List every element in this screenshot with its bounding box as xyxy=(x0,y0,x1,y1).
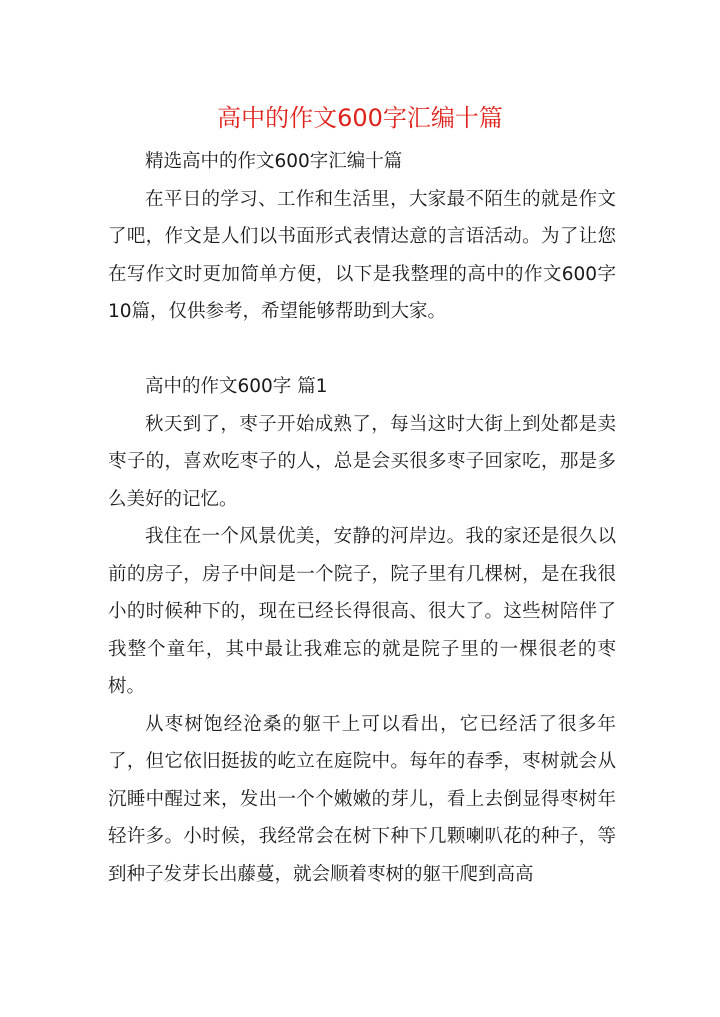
body-paragraph: 我住在一个风景优美，安静的河岸边。我的家还是很久以前的房子，房子中间是一个院子，院子里有几棵树，是在我很小的时候种下的，现在已经长得很高、很大了。这些树陪伴了我整个童年，其中最让我难忘的就是院子里的一棵很老的枣树。 xyxy=(108,526,616,697)
body-paragraph: 从枣树饱经沧桑的躯干上可以看出，它已经活了很多年了，但它依旧挺拔的屹立在庭院中。每年的春季，枣树就会从沉睡中醒过来，发出一个个嫩嫩的芽儿，看上去倒显得枣树年轻许多。小时候，我经常会在树下种下几颗喇叭花的种子，等到种子发芽长出藤蔓，就会顺着枣树的躯干爬到高高 xyxy=(108,713,616,885)
body-paragraph: 秋天到了，枣子开始成熟了，每当这时大街上到处都是卖枣子的，喜欢吃枣子的人，总是会买很多枣子回家吃，那是多么美好的记忆。 xyxy=(108,413,616,510)
section-heading: 高中的作文600字 篇1 xyxy=(145,376,328,397)
intro-paragraph: 在平日的学习、工作和生活里，大家最不陌生的就是作文了吧，作文是人们以书面形式表情达意的言语活动。为了让您在写作文时更加简单方便，以下是我整理的高中的作文600字10篇，仅供参考，希望能够帮助到大家。 xyxy=(108,188,616,322)
document-title: 高中的作文600字汇编十篇 xyxy=(217,104,503,132)
subtitle-paragraph: 精选高中的作文600字汇编十篇 xyxy=(145,151,403,172)
document-body xyxy=(108,143,616,893)
